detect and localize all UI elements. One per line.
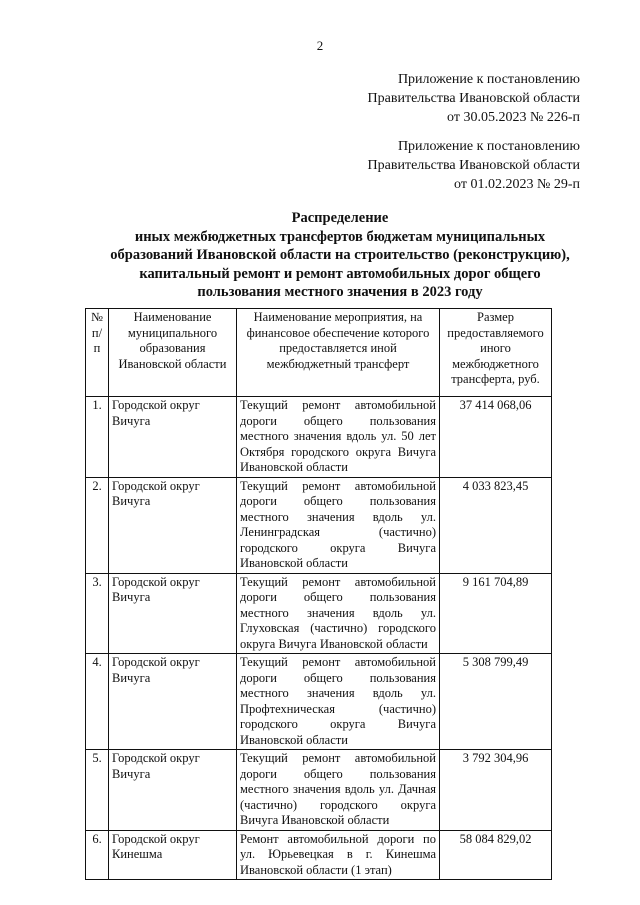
row-municipality: Городской округ Вичуга [109, 750, 237, 831]
table-row [86, 397, 552, 478]
annex-line: от 01.02.2023 № 29-п [454, 177, 580, 192]
title-line: образований Ивановской области на строительство (реконструкцию), [110, 247, 570, 263]
table-header-row [86, 309, 552, 397]
table-row [86, 477, 552, 573]
row-measure: Ремонт автомобильной дороги по ул. Юрьевецкая в г. Кинешма Ивановской области (1 этап) [237, 830, 440, 880]
distribution-table [85, 308, 552, 880]
header-amount: Размер предоставляемого иного межбюджетного трансферта, руб. [440, 309, 552, 397]
row-measure: Текущий ремонт автомобильной дороги общего пользования местного значения вдоль ул. 50 лет Октября городского округа Вичуга Ивановской области [237, 397, 440, 478]
row-num: 4. [86, 654, 109, 750]
row-amount: 37 414 068,06 [440, 397, 552, 478]
title-line: Распределение [291, 210, 389, 226]
row-num: 1. [86, 397, 109, 478]
row-amount: 4 033 823,45 [440, 477, 552, 573]
row-num: 6. [86, 830, 109, 880]
table-row [86, 654, 552, 750]
row-measure: Текущий ремонт автомобильной дороги общего пользования местного значения вдоль ул. Дачная (частично) городского округа Вичуга Ивановской области [237, 750, 440, 831]
row-num: 3. [86, 573, 109, 654]
header-measure: Наименование мероприятия, на финансовое обеспечение которого предоставляется иной межбюджетный трансферт [237, 309, 440, 397]
row-num: 5. [86, 750, 109, 831]
annex-line: Правительства Ивановской области [367, 158, 580, 173]
table-row [86, 750, 552, 831]
annex-line: Правительства Ивановской области [367, 91, 580, 106]
annex-reference-current [368, 70, 580, 127]
row-municipality: Городской округ Вичуга [109, 397, 237, 478]
header-municipality: Наименование муниципального образования Ивановской области [109, 309, 237, 397]
row-measure: Текущий ремонт автомобильной дороги общего пользования местного значения вдоль ул. Ленинградская (частично) городского округа Вичуга Ивановской области [237, 477, 440, 573]
row-measure: Текущий ремонт автомобильной дороги общего пользования местного значения вдоль ул. Профтехническая (частично) городского округа Вичуга Ивановской области [237, 654, 440, 750]
annex-line: от 30.05.2023 № 226-п [447, 110, 580, 125]
title-line: пользования местного значения в 2023 году [197, 284, 483, 300]
row-amount: 5 308 799,49 [440, 654, 552, 750]
table-row [86, 573, 552, 654]
table-row [86, 830, 552, 880]
row-amount: 58 084 829,02 [440, 830, 552, 880]
page-number: 2 [316, 38, 324, 53]
document-title [90, 209, 590, 302]
title-line: капитальный ремонт и ремонт автомобильных дорог общего [139, 265, 541, 282]
annex-line: Приложение к постановлению [397, 72, 580, 87]
row-municipality: Городской округ Вичуга [109, 654, 237, 750]
row-municipality: Городской округ Вичуга [109, 573, 237, 654]
annex-line: Приложение к постановлению [397, 139, 580, 154]
row-amount: 3 792 304,96 [440, 750, 552, 831]
row-amount: 9 161 704,89 [440, 573, 552, 654]
header-num: № п/п [86, 309, 109, 397]
row-municipality: Городской округ Кинешма [109, 830, 237, 880]
annex-reference-original [368, 137, 580, 194]
row-num: 2. [86, 477, 109, 573]
row-measure: Текущий ремонт автомобильной дороги общего пользования местного значения вдоль ул. Глуховская (частично) городского округа Вичуга Ивановской области [237, 573, 440, 654]
title-line: иных межбюджетных трансфертов бюджетам муниципальных [134, 228, 546, 245]
row-municipality: Городской округ Вичуга [109, 477, 237, 573]
